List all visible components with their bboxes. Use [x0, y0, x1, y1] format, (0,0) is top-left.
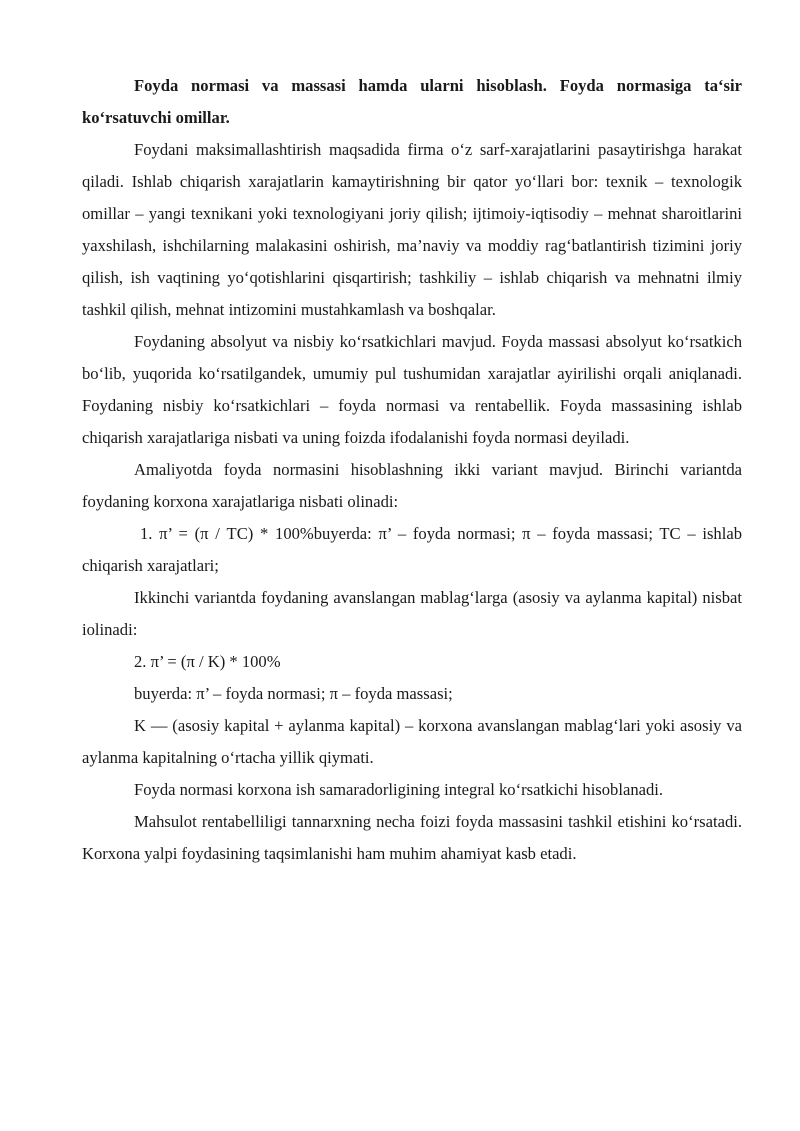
formula-2-legend: buyerda: π’ – foyda normasi; π – foyda massasi;	[134, 684, 453, 703]
paragraph-integral-indicator: Foyda normasi korxona ish samaradorligining integral ko‘rsatkichi hisoblanadi.	[134, 780, 664, 799]
paragraph-profit-indicators: Foydaning absolyut va nisbiy ko‘rsatkichlari mavjud. Foyda massasi absolyut ko‘rsatkich bo‘lib, yuqorida ko‘rsatilgandek, umumiy pul tushumidan xarajatlar ayirilishi orqali aniqlanadi. Foydaning nisbiy ko‘rsatkichlari – foyda normasi va rentabellik. Foyda massasining ishlab chiqarish xarajatlariga nisbati va uning foizda ifodalanishi foyda normasi deyiladi.	[82, 332, 742, 447]
capital-definition: K — (asosiy kapital + aylanma kapital) – korxona avanslangan mablag‘lari yoki asosiy va aylanma kapitalning o‘rtacha yillik qiymati.	[82, 716, 742, 767]
section-heading: Foyda normasi va massasi hamda ularni hisoblash. Foyda normasiga ta‘sir ko‘rsatuvchi omillar.	[82, 76, 742, 127]
formula-2: 2. π’ = (π / K) * 100%	[134, 652, 281, 671]
paragraph-calculation-variants: Amaliyotda foyda normasini hisoblashning ikki variant mavjud. Birinchi variantda foydaning korxona xarajatlariga nisbati olinadi:	[82, 460, 742, 511]
document-page	[82, 70, 742, 870]
formula-1: 1. π’ = (π / TC) * 100%buyerda: π’ – foyda normasi; π – foyda massasi; TC – ishlab chiqarish xarajatlari;	[82, 524, 742, 575]
paragraph-product-profitability: Mahsulot rentabelliligi tannarxning necha foizi foyda massasini tashkil etishini ko‘rsatadi. Korxona yalpi foydasining taqsimlanishi ham muhim ahamiyat kasb etadi.	[82, 812, 742, 863]
paragraph-cost-reduction: Foydani maksimallashtirish maqsadida firma o‘z sarf-xarajatlarini pasaytirishga harakat qiladi. Ishlab chiqarish xarajatlarin kamaytirishning bir qator yo‘llari bor: texnik – texnologik omillar – yangi texnikani yoki texnologiyani joriy qilish; ijtimoiy-iqtisodiy – mehnat sharoitlarini yaxshilash, ishchilarning malakasini oshirish, ma’naviy va moddiy rag‘batlantirish tizimini joriy qilish, ish vaqtining yo‘qotishlarini qisqartirish; tashkiliy – ishlab chiqarish va mehnatni ilmiy tashkil qilish, mehnat intizomini mustahkamlash va boshqalar.	[82, 140, 742, 319]
paragraph-second-variant: Ikkinchi variantda foydaning avanslangan mablag‘larga (asosiy va aylanma kapital) nisbat iolinadi:	[82, 588, 742, 639]
